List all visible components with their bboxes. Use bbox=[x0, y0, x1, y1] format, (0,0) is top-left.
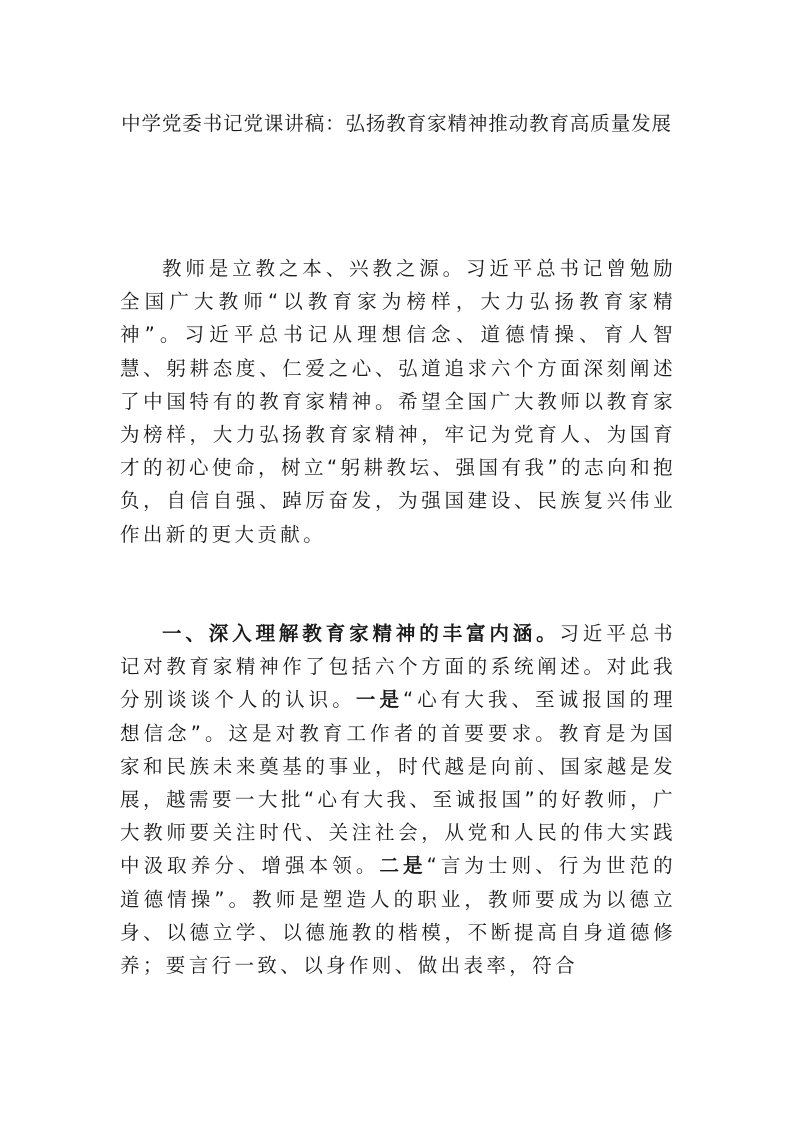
point-label-two: 二是 bbox=[379, 854, 427, 878]
paragraph-section-one bbox=[120, 617, 676, 982]
paragraph-intro bbox=[120, 252, 676, 551]
point-label-one: 一是 bbox=[355, 688, 404, 712]
paragraph-text: 教师是立教之本、兴教之源。习近平总书记曾勉励全国广大教师“以教育家为榜样，大力弘扬教育家精神”。习近平总书记从理想信念、道德情操、育人智慧、躬耕态度、仁爱之心、弘道追求六个方面深刻阐述了中国特有的教育家精神。希望全国广大教师以教育家为榜样，大力弘扬教育家精神，牢记为党育人、为国育才的初心使命，树立“躬耕教坛、强国有我”的志向和抱负，自信自强、踔厉奋发，为强国建设、民族复兴伟业作出新的更大贡献。 bbox=[120, 257, 676, 546]
paragraph-text: “言为士则、行为世范的道德情操”。教师是塑造人的职业，教师要成为以德立身、以德立学、以德施教的楷模，不断提高自身道德修养；要言行一致、以身作则、做出表率，符合 bbox=[120, 854, 676, 978]
section-heading: 一、深入理解教育家精神的丰富内涵。 bbox=[162, 622, 560, 645]
paragraph-text: “心有大我、至诚报国的理想信念”。这是对教育工作者的首要要求。教育是为国家和民族未来奠基的事业，时代越是向前、国家越是发展，越需要一大批“心有大我、至诚报国”的好教师，广大教师要关注时代、关注社会，从党和人民的伟大实践中汲取养分、增强本领。 bbox=[120, 688, 676, 878]
document-title: 中学党委书记党课讲稿：弘扬教育家精神推动教育高质量发展 bbox=[121, 112, 672, 135]
paragraph-text: 习近平总书记对教育家精神作了包括六个方面的系统阐述。对此我分别谈谈个人的认识。 bbox=[120, 622, 676, 712]
